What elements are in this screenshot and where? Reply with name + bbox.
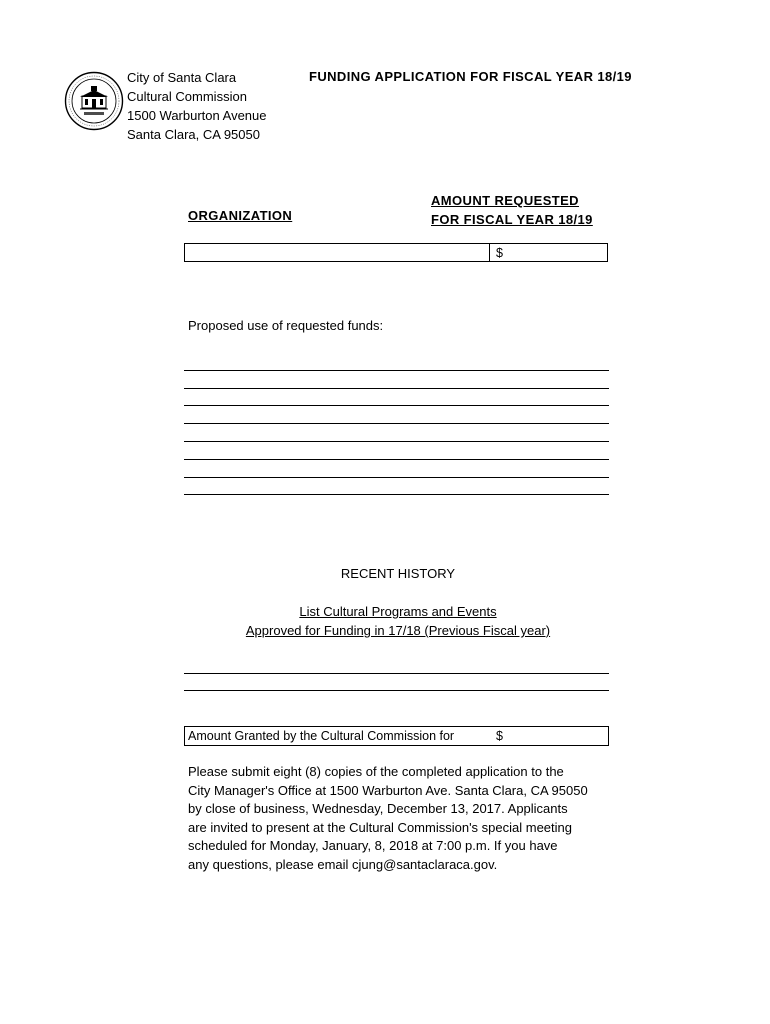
proposed-use-label: Proposed use of requested funds:	[188, 318, 384, 333]
amount-requested-field[interactable]	[507, 244, 607, 261]
recent-history-subtitle	[0, 602, 770, 640]
amount-granted-label: Amount Granted by the Cultural Commission for	[188, 729, 455, 743]
amount-requested-label	[431, 191, 593, 229]
instructions-line: scheduled for Monday, January, 8, 2018 at 7:00 p.m. If you have	[188, 838, 558, 853]
organization-amount-box	[184, 243, 608, 262]
city-seal-icon	[64, 71, 124, 131]
proposed-use-line-5[interactable]	[184, 424, 609, 441]
organization-label: ORGANIZATION	[188, 208, 293, 223]
instructions-line: by close of business, Wednesday, December 13, 2017. Applicants	[188, 801, 568, 816]
amount-granted-box[interactable]	[184, 726, 609, 746]
proposed-use-line-3[interactable]	[184, 389, 609, 406]
proposed-use-line-8[interactable]	[184, 478, 609, 495]
proposed-use-line-7[interactable]	[184, 460, 609, 477]
amount-label-line1: AMOUNT REQUESTED	[431, 193, 579, 208]
field-divider	[489, 244, 490, 261]
address-line-city: City of Santa Clara	[127, 70, 237, 85]
history-subtitle-line1: List Cultural Programs and Events	[299, 604, 497, 619]
address-block	[127, 68, 267, 144]
proposed-use-line-1[interactable]	[184, 353, 609, 370]
recent-history-heading: RECENT HISTORY	[340, 566, 456, 581]
address-line-commission: Cultural Commission	[127, 89, 247, 104]
history-line-1[interactable]	[184, 656, 609, 673]
instructions-line: are invited to present at the Cultural Commission's special meeting	[188, 819, 572, 835]
currency-symbol: $	[496, 729, 503, 743]
page-title: FUNDING APPLICATION FOR FISCAL YEAR 18/19	[309, 69, 632, 84]
history-subtitle-line2: Approved for Funding in 17/18 (Previous Fiscal year)	[245, 623, 551, 638]
rule-line	[184, 494, 609, 495]
instructions-line: Please submit eight (8) copies of the completed application to the	[188, 764, 564, 779]
instructions-paragraph	[188, 763, 628, 874]
proposed-use-line-4[interactable]	[184, 406, 609, 423]
proposed-use-line-6[interactable]	[184, 442, 609, 459]
instructions-line: any questions, please email cjung@santaclaraca.gov.	[188, 856, 498, 872]
address-line-street: 1500 Warburton Avenue	[127, 108, 267, 123]
proposed-use-line-2[interactable]	[184, 371, 609, 388]
instructions-line: City Manager's Office at 1500 Warburton Ave. Santa Clara, CA 95050	[188, 782, 588, 798]
amount-label-line2: FOR FISCAL YEAR 18/19	[431, 212, 593, 227]
currency-symbol: $	[496, 246, 503, 260]
history-line-2[interactable]	[184, 674, 609, 691]
organization-field[interactable]	[185, 244, 489, 261]
address-line-city-state-zip: Santa Clara, CA 95050	[127, 127, 260, 142]
rule-line	[184, 690, 609, 691]
